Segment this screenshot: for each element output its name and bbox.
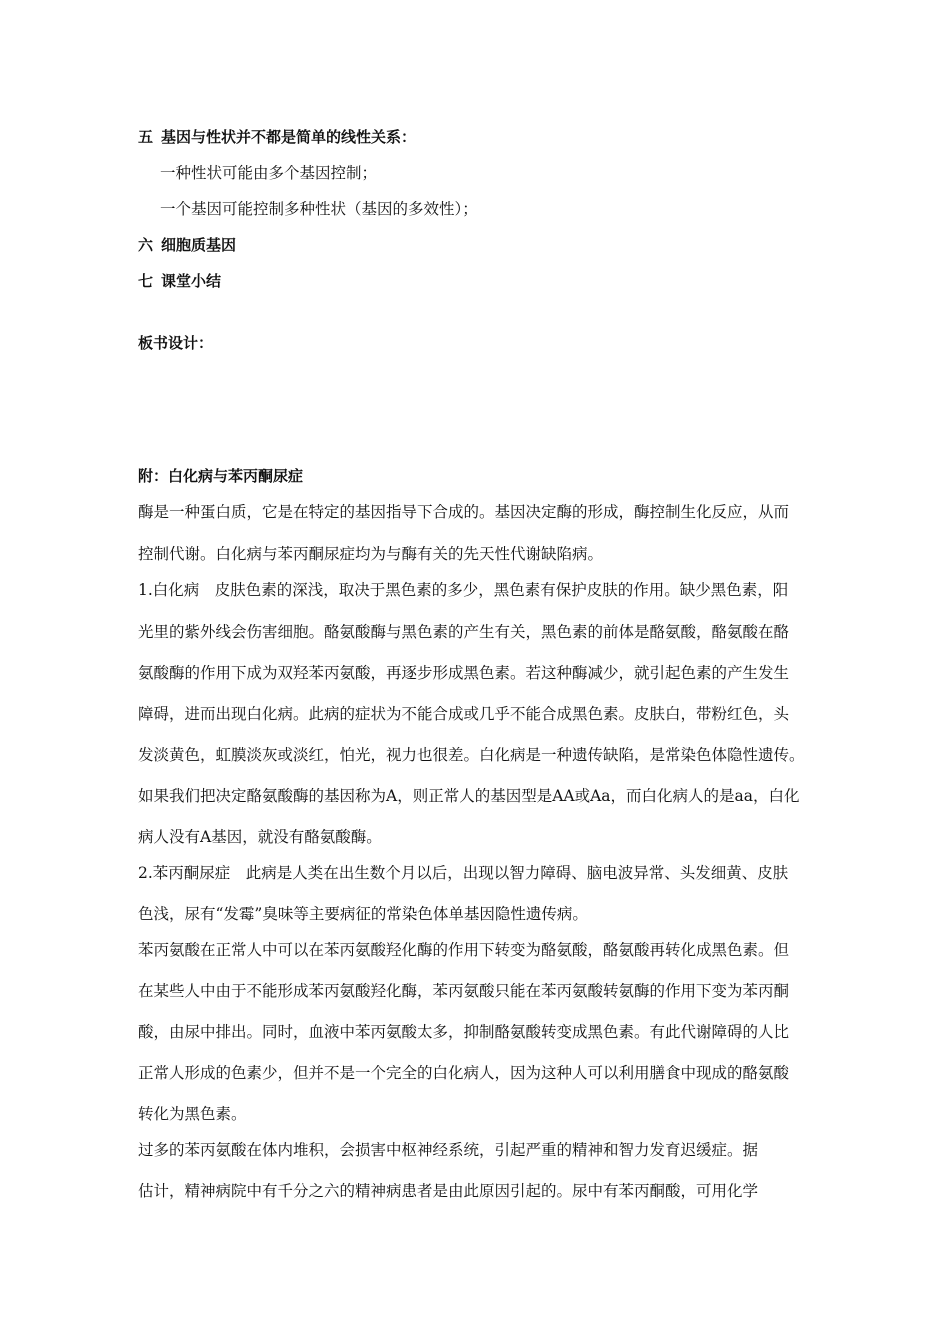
- appendix-line: 1.白化病 皮肤色素的深浅，取决于黑色素的多少，黑色素有保护皮肤的作用。缺少黑色素，阳: [138, 581, 789, 599]
- appendix-line: 色浅，尿有“发霉”臭味等主要病征的常染色体单基因隐性遗传病。: [138, 905, 588, 923]
- appendix-line: 估计，精神病院中有千分之六的精神病患者是由此原因引起的。尿中有苯丙酮酸，可用化学: [138, 1182, 759, 1200]
- section-5-heading: [138, 127, 416, 147]
- appendix-line: 过多的苯丙氨酸在体内堆积，会损害中枢神经系统，引起严重的精神和智力发育迟缓症。据: [138, 1141, 759, 1159]
- appendix-line: 氨酸酶的作用下成为双羟苯丙氨酸，再逐步形成黑色素。若这种酶减少，就引起色素的产生发生: [138, 664, 790, 682]
- appendix-line: 病人没有A基因，就没有酪氨酸酶。: [138, 828, 382, 846]
- appendix-line: 酶是一种蛋白质，它是在特定的基因指导下合成的。基因决定酶的形成，酶控制生化反应，从而: [138, 503, 790, 521]
- section-5-item: 一种性状可能由多个基因控制；: [160, 164, 378, 182]
- section-6-number: 六: [138, 236, 154, 254]
- appendix-line: 苯丙氨酸在正常人中可以在苯丙氨酸羟化酶的作用下转变为酪氨酸，酪氨酸再转化成黑色素。但: [138, 941, 790, 959]
- appendix-line: 2.苯丙酮尿症 此病是人类在出生数个月以后，出现以智力障碍、脑电波异常、头发细黄、皮肤: [138, 864, 789, 882]
- section-5-number: 五: [138, 128, 154, 146]
- appendix-line: 在某些人中由于不能形成苯丙氨酸羟化酶，苯丙氨酸只能在苯丙氨酸转氨酶的作用下变为苯丙酮: [138, 982, 790, 1000]
- appendix-line: 障碍，进而出现白化病。此病的症状为不能合成或几乎不能合成黑色素。皮肤白，带粉红色，头: [138, 705, 790, 723]
- appendix-line: 酸，由尿中排出。同时，血液中苯丙氨酸太多，抑制酪氨酸转变成黑色素。有此代谢障碍的人比: [138, 1023, 790, 1041]
- section-7-heading: [138, 271, 221, 291]
- appendix-line: 发淡黄色，虹膜淡灰或淡红，怕光，视力也很差。白化病是一种遗传缺陷，是常染色体隐性遗传。: [138, 746, 805, 764]
- section-6-heading: [138, 235, 236, 255]
- appendix-line: 如果我们把决定酪氨酸酶的基因称为A，则正常人的基因型是AA或Aa，而白化病人的是aa，白化: [138, 787, 800, 805]
- appendix-line: 控制代谢。白化病与苯丙酮尿症均为与酶有关的先天性代谢缺陷病。: [138, 545, 604, 563]
- appendix-line: 转化为黑色素。: [138, 1105, 247, 1123]
- board-design-heading: 板书设计：: [138, 334, 214, 352]
- section-5-item: 一个基因可能控制多种性状（基因的多效性）；: [160, 200, 478, 218]
- appendix-line: 正常人形成的色素少，但并不是一个完全的白化病人，因为这种人可以利用膳食中现成的酪氨酸: [138, 1064, 790, 1082]
- section-5-title: 基因与性状并不都是简单的线性关系：: [161, 128, 417, 146]
- appendix-title: 附：白化病与苯丙酮尿症: [138, 467, 304, 485]
- section-7-number: 七: [138, 272, 154, 290]
- section-6-title: 细胞质基因: [161, 236, 237, 254]
- section-7-title: 课堂小结: [161, 272, 222, 290]
- appendix-line: 光里的紫外线会伤害细胞。酪氨酸酶与黑色素的产生有关，黑色素的前体是酪氨酸，酪氨酸在酪: [138, 623, 790, 641]
